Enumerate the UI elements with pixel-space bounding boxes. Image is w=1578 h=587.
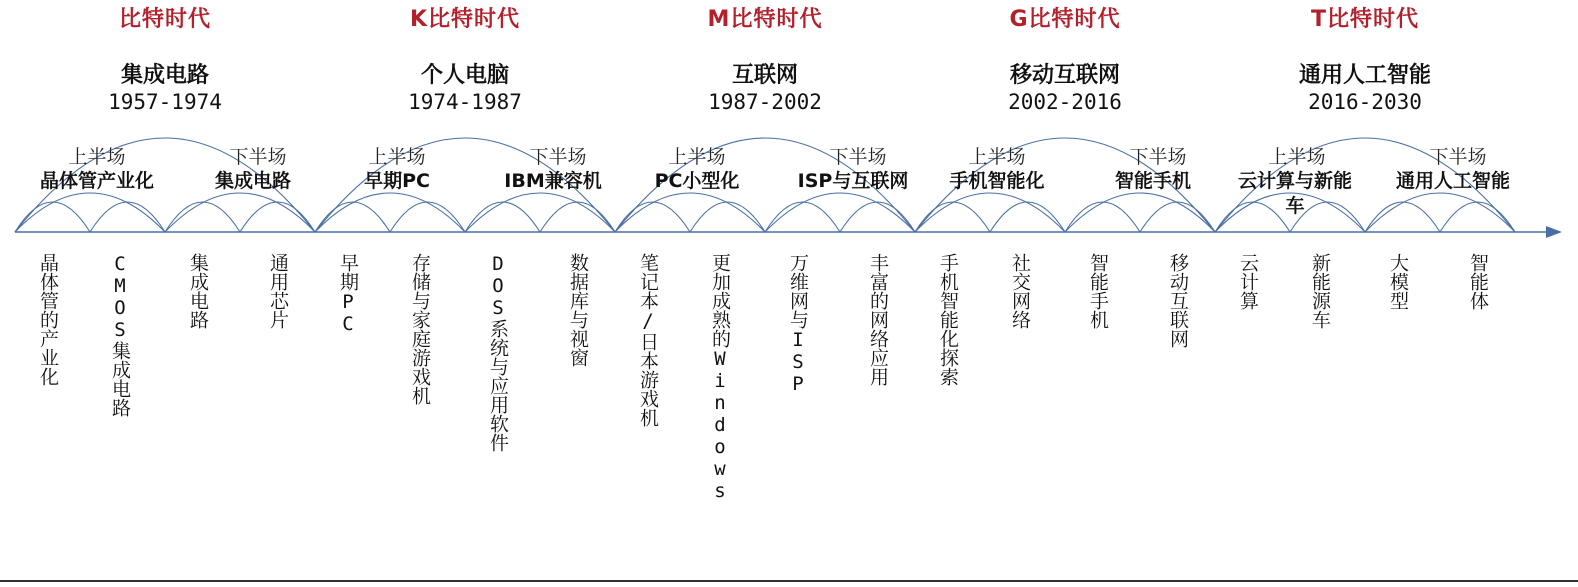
half-title: 集成电路 — [214, 170, 291, 192]
era-title: 移动互联网 — [1009, 63, 1120, 88]
half-title: 晶体管产业化 — [39, 170, 154, 192]
bottom-border — [0, 580, 1578, 582]
leaf-label: CMOS集成电路 — [109, 253, 131, 417]
leaf-arc — [90, 202, 165, 232]
half-label: 下半场 — [229, 146, 287, 168]
leaf-label: 笔记本/日本游戏机 — [637, 253, 659, 427]
leaf-arc — [465, 202, 540, 232]
leaf-arc — [390, 202, 465, 232]
leaf-arc — [540, 202, 615, 232]
era-years: 2016-2030 — [1308, 90, 1422, 114]
era-name: M比特时代 — [707, 7, 823, 32]
leaf-label: 数据库与视窗 — [567, 253, 589, 367]
era-name: K比特时代 — [409, 7, 521, 32]
era-title: 个人电脑 — [420, 63, 509, 88]
leaf-arc — [1065, 202, 1140, 232]
half-label: 下半场 — [829, 146, 887, 168]
leaf-arc — [915, 202, 990, 232]
leaf-label: 存储与家庭游戏机 — [409, 253, 431, 405]
era-title: 互联网 — [731, 63, 798, 88]
half-arc — [315, 193, 465, 232]
half-label: 上半场 — [668, 146, 726, 168]
leaf-label: 更加成熟的Windows — [709, 253, 731, 502]
leaf-label: 智能手机 — [1087, 253, 1109, 329]
half-label: 上半场 — [1268, 146, 1326, 168]
leaf-label: 集成电路 — [187, 253, 209, 329]
half-title: 手机智能化 — [949, 170, 1045, 192]
leaf-label: 社交网络 — [1009, 253, 1031, 329]
leaf-label: DOS系统与应用软件 — [487, 253, 509, 452]
half-arc — [615, 193, 765, 232]
leaf-label: 移动互联网 — [1167, 253, 1189, 348]
leaf-label: 丰富的网络应用 — [867, 253, 889, 386]
era-years: 1974-1987 — [408, 90, 522, 114]
era-years: 1957-1974 — [108, 90, 222, 114]
half-title: 通用人工智能 — [1395, 170, 1510, 192]
leaf-arc — [690, 202, 765, 232]
leaf-arc — [840, 202, 915, 232]
half-label: 下半场 — [1129, 146, 1187, 168]
half-label: 下半场 — [529, 146, 587, 168]
leaf-arc — [1140, 202, 1215, 232]
half-label: 上半场 — [368, 146, 426, 168]
leaf-label: 早期PC — [337, 253, 359, 335]
leaf-label: 云计算 — [1237, 253, 1259, 310]
leaf-label: 手机智能化探索 — [937, 253, 959, 386]
half-arc — [165, 193, 315, 232]
era-name: T比特时代 — [1310, 7, 1419, 32]
half-arc — [1065, 193, 1215, 232]
half-arc — [915, 193, 1065, 232]
half-label: 上半场 — [68, 146, 126, 168]
leaf-arc — [1440, 202, 1515, 232]
leaf-label: 万维网与ISP — [787, 253, 809, 395]
leaf-arc — [765, 202, 840, 232]
half-arc — [1365, 193, 1515, 232]
era-title: 通用人工智能 — [1298, 63, 1431, 88]
leaf-label: 晶体管的产业化 — [37, 253, 59, 386]
leaf-arc — [990, 202, 1065, 232]
leaf-arc — [165, 202, 240, 232]
leaf-label: 通用芯片 — [267, 253, 289, 329]
era-years: 1987-2002 — [708, 90, 822, 114]
half-arc — [765, 193, 915, 232]
half-title: 早期PC — [364, 170, 430, 192]
leaf-arc — [15, 202, 90, 232]
half-label: 下半场 — [1429, 146, 1487, 168]
era-title: 集成电路 — [120, 63, 209, 88]
half-title: 智能手机 — [1114, 170, 1191, 192]
leaf-label: 新能源车 — [1309, 253, 1331, 329]
era-name: 比特时代 — [118, 7, 211, 32]
half-label: 上半场 — [968, 146, 1026, 168]
half-title: IBM兼容机 — [504, 170, 602, 192]
half-arc — [15, 193, 165, 232]
leaf-arc — [315, 202, 390, 232]
half-title: PC小型化 — [654, 170, 740, 192]
leaf-label: 智能体 — [1467, 253, 1489, 310]
era-name: G比特时代 — [1009, 7, 1121, 32]
leaf-arc — [615, 202, 690, 232]
timeline-arrow — [1546, 226, 1562, 238]
leaf-arc — [240, 202, 315, 232]
half-title: 云计算与新能车 — [1237, 170, 1352, 217]
half-title: ISP与互联网 — [797, 170, 909, 192]
half-arc — [465, 193, 615, 232]
era-years: 2002-2016 — [1008, 90, 1122, 114]
leaf-arc — [1365, 202, 1440, 232]
leaf-label: 大模型 — [1387, 253, 1409, 310]
